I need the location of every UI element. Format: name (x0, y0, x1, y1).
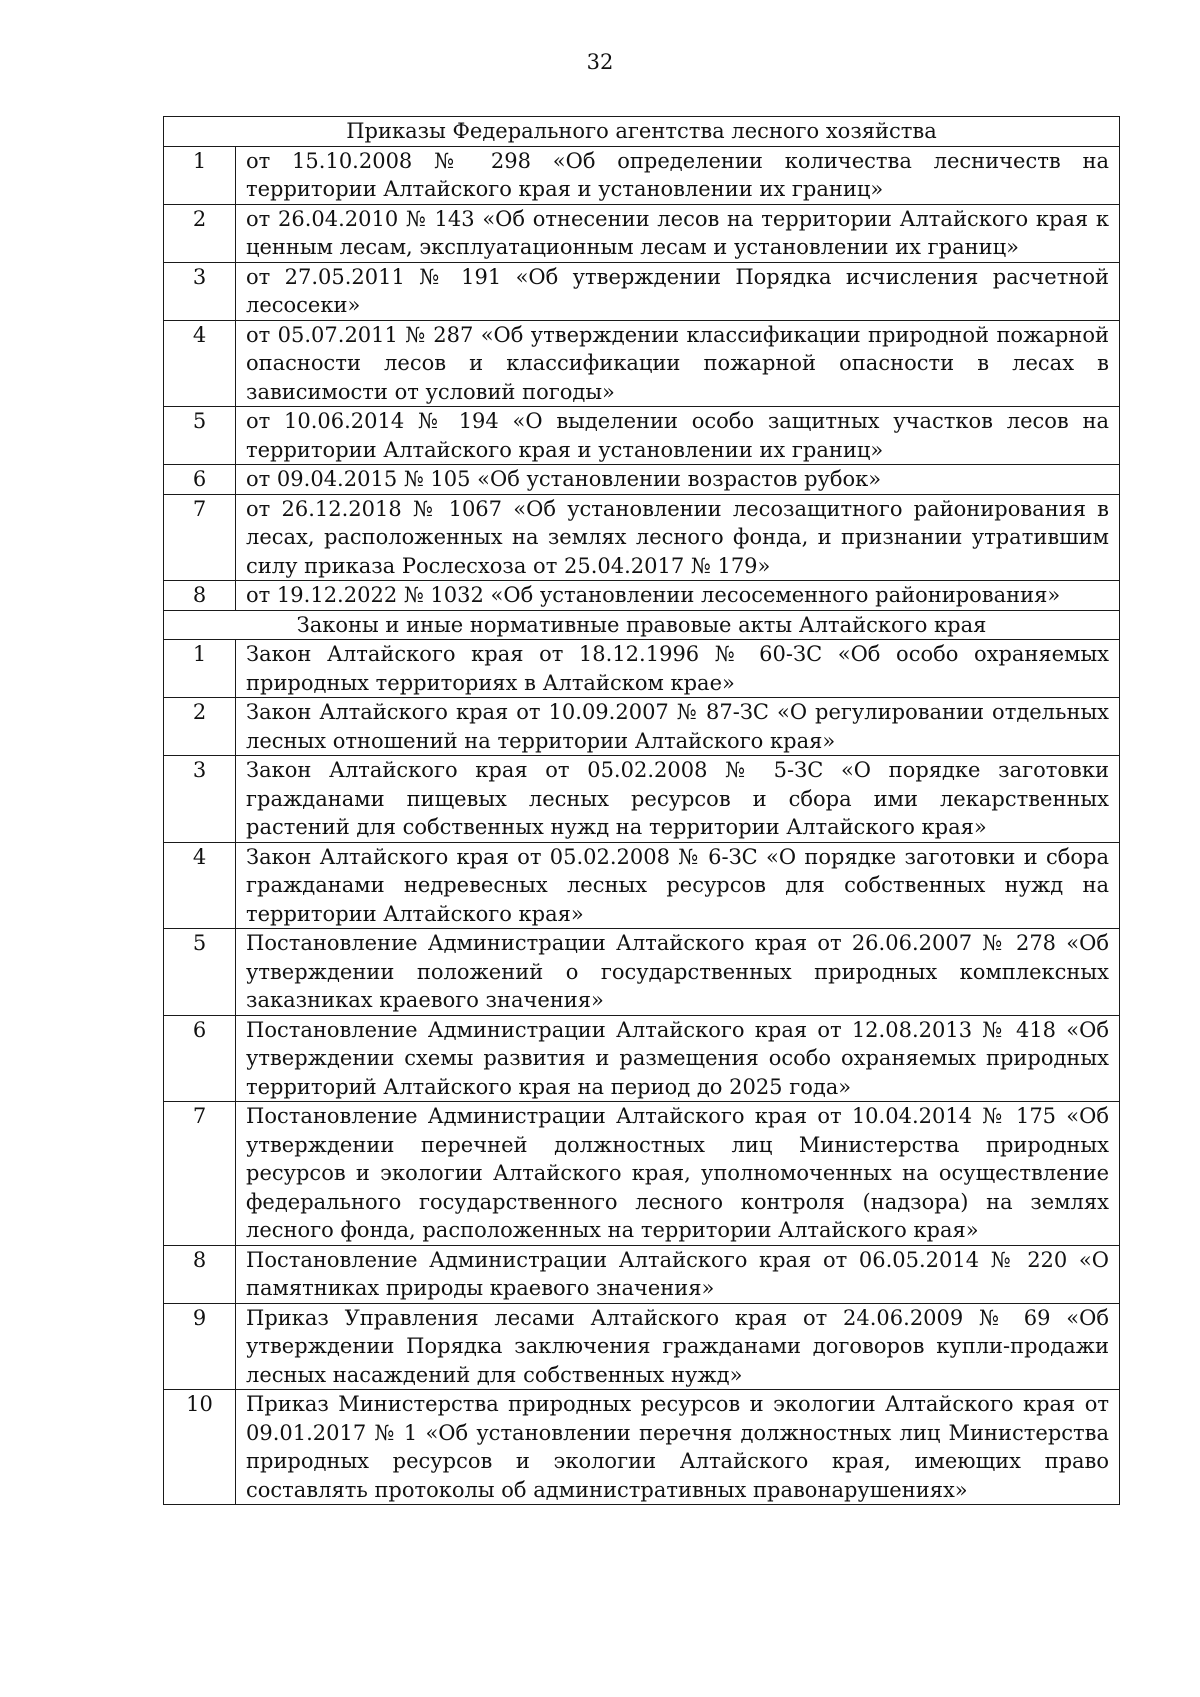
table-row (164, 407, 1120, 465)
row-number: 1 (164, 640, 236, 698)
row-text: от 10.06.2014 № 194 «О выделении особо защитных участков лесов на территории Алтайского края и установлении их границ» (236, 407, 1120, 465)
table-row (164, 1015, 1120, 1102)
row-text: Постановление Администрации Алтайского края от 10.04.2014 № 175 «Об утверждении перечней должностных лиц Министерства природных ресурсов и экологии Алтайского края, уполномоченных на осуществление федерального государственного лесного контроля (надзора) на землях лесного фонда, расположенных на территории Алтайского края» (236, 1102, 1120, 1246)
row-number: 10 (164, 1390, 236, 1505)
row-text: Постановление Администрации Алтайского края от 26.06.2007 № 278 «Об утверждении положений о государственных природных комплексных заказниках краевого значения» (236, 929, 1120, 1016)
row-number: 6 (164, 1015, 236, 1102)
row-text: от 26.04.2010 № 143 «Об отнесении лесов на территории Алтайского края к ценным лесам, эксплуатационным лесам и установлении их границ» (236, 204, 1120, 262)
section-title: Законы и иные нормативные правовые акты Алтайского края (164, 610, 1120, 640)
row-text: Закон Алтайского края от 05.02.2008 № 6-ЗС «О порядке заготовки и сбора гражданами недревесных лесных ресурсов для собственных нужд на территории Алтайского края» (236, 842, 1120, 929)
table-row (164, 698, 1120, 756)
row-number: 9 (164, 1303, 236, 1390)
table-row (164, 640, 1120, 698)
table-row (164, 204, 1120, 262)
table-row (164, 465, 1120, 495)
row-text: от 26.12.2018 № 1067 «Об установлении лесозащитного районирования в лесах, расположенных на землях лесного фонда, и признании утратившим силу приказа Рослесхоза от 25.04.2017 № 179» (236, 494, 1120, 581)
table-row (164, 494, 1120, 581)
row-number: 4 (164, 842, 236, 929)
table-row (164, 320, 1120, 407)
section-title: Приказы Федерального агентства лесного хозяйства (164, 117, 1120, 147)
row-number: 8 (164, 581, 236, 611)
row-text: от 27.05.2011 № 191 «Об утверждении Порядка исчисления расчетной лесосеки» (236, 262, 1120, 320)
row-number: 6 (164, 465, 236, 495)
row-number: 7 (164, 494, 236, 581)
table-row (164, 756, 1120, 843)
row-number: 2 (164, 204, 236, 262)
row-text: от 15.10.2008 № 298 «Об определении количества лесничеств на территории Алтайского края и установлении их границ» (236, 146, 1120, 204)
row-text: Приказ Министерства природных ресурсов и экологии Алтайского края от 09.01.2017 № 1 «Об установлении перечня должностных лиц Министерства природных ресурсов и экологии Алтайского края, имеющих право составлять протоколы об административных правонарушениях» (236, 1390, 1120, 1505)
row-text: от 09.04.2015 № 105 «Об установлении возрастов рубок» (236, 465, 1120, 495)
row-number: 7 (164, 1102, 236, 1246)
section-header-row (164, 610, 1120, 640)
row-text: от 19.12.2022 № 1032 «Об установлении лесосеменного районирования» (236, 581, 1120, 611)
row-text: Приказ Управления лесами Алтайского края от 24.06.2009 № 69 «Об утверждении Порядка заключения гражданами договоров купли-продажи лесных насаждений для собственных нужд» (236, 1303, 1120, 1390)
table-row (164, 1245, 1120, 1303)
table-row (164, 1303, 1120, 1390)
row-text: от 05.07.2011 № 287 «Об утверждении классификации природной пожарной опасности лесов и классификации пожарной опасности в лесах в зависимости от условий погоды» (236, 320, 1120, 407)
table-row (164, 1390, 1120, 1505)
table-row (164, 146, 1120, 204)
table-row (164, 929, 1120, 1016)
table-row (164, 842, 1120, 929)
row-number: 2 (164, 698, 236, 756)
row-text: Постановление Администрации Алтайского края от 06.05.2014 № 220 «О памятниках природы краевого значения» (236, 1245, 1120, 1303)
row-text: Закон Алтайского края от 18.12.1996 № 60-ЗС «Об особо охраняемых природных территориях в Алтайском крае» (236, 640, 1120, 698)
row-number: 1 (164, 146, 236, 204)
legal-acts-table (163, 116, 1120, 1505)
row-text: Закон Алтайского края от 05.02.2008 № 5-ЗС «О порядке заготовки гражданами пищевых лесных ресурсов и сбора ими лекарственных растений для собственных нужд на территории Алтайского края» (236, 756, 1120, 843)
row-text: Постановление Администрации Алтайского края от 12.08.2013 № 418 «Об утверждении схемы развития и размещения особо охраняемых природных территорий Алтайского края на период до 2025 года» (236, 1015, 1120, 1102)
row-number: 3 (164, 756, 236, 843)
table-row (164, 581, 1120, 611)
row-text: Закон Алтайского края от 10.09.2007 № 87-ЗС «О регулировании отдельных лесных отношений на территории Алтайского края» (236, 698, 1120, 756)
row-number: 3 (164, 262, 236, 320)
row-number: 4 (164, 320, 236, 407)
legal-acts-table-body (164, 117, 1120, 1505)
row-number: 5 (164, 929, 236, 1016)
page-number: 32 (586, 50, 614, 74)
table-row (164, 1102, 1120, 1246)
row-number: 5 (164, 407, 236, 465)
section-header-row (164, 117, 1120, 147)
table-row (164, 262, 1120, 320)
row-number: 8 (164, 1245, 236, 1303)
